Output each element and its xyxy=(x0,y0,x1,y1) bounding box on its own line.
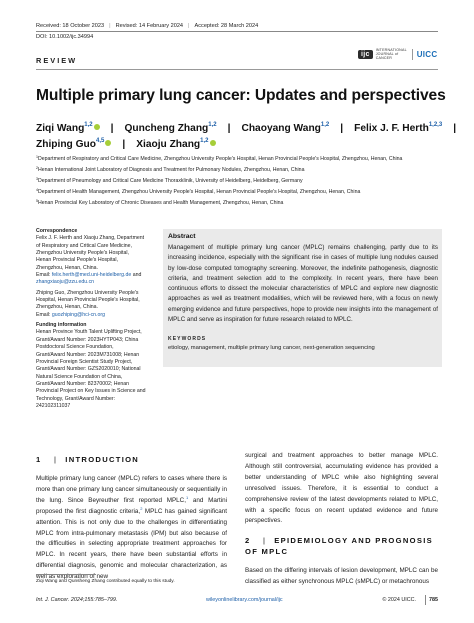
accepted-date: Accepted: 28 March 2024 xyxy=(194,23,259,29)
author-separator: | xyxy=(453,123,457,134)
section-heading-epidemiology: 2 | EPIDEMIOLOGY AND PROGNOSIS xyxy=(245,536,433,545)
keywords-heading: KEYWORDS xyxy=(168,336,207,342)
author-separator: | xyxy=(122,139,126,150)
citation-ref[interactable]: 1 xyxy=(185,494,189,500)
funding-heading: Funding information xyxy=(36,322,87,329)
sidebar-metadata xyxy=(36,228,162,410)
section-heading-introduction: 1 | INTRODUCTION xyxy=(36,455,140,464)
author-affil-sup: 1,2 xyxy=(200,138,209,144)
affiliation-item: $^3$Department of Pneumology and Critical Care Medicine Thoraxklinik, University of Heidelberg, Heidelberg, Germany xyxy=(36,177,303,185)
correspondence-heading: Correspondence xyxy=(36,228,78,234)
orcid-icon[interactable] xyxy=(210,140,216,146)
author-separator: | xyxy=(340,123,344,134)
type-rule xyxy=(36,69,438,70)
intro-paragraph: Multiple primary lung cancer (MPLC) refers to cases where there is more than one primary lung cancer simultaneously or sequentially in the lung. Since Beyreuther first reported MPLC,$^1$ and Martini proposed the first diagnostic criteria,$^2$ MPLC has gained significant attention. This is not only due to the challenges in differentiating MPLC from intra-pulmonary metastasis (IPM) but also because of the difficulties in selecting appropriate treatment approaches for MPLC. In recent years, there have been substantial efforts in differential diagnosis, genomic and molecular characterization, as well as exploration of new xyxy=(36,475,228,581)
citation-ref[interactable]: 2 xyxy=(140,505,143,511)
author-affil-sup: 4,5 xyxy=(95,138,105,144)
correspondence-block: Felix J. F. Herth and Xiaoju Zhang, Department of Respiratory and Critical Care Medicine, Zhengzhou University People's Hospital, Henan Provincial People's Hospital, Zhengzhou, Henan, China. Email: felix.herth@med.uni-heidelberg.de and zhangxiaoju@zzu.edu.cn xyxy=(36,235,145,286)
author-name[interactable]: Chaoyang Wang xyxy=(241,123,321,134)
keywords-text: etiology, management, multiple primary lung cancer, next-generation sequencing xyxy=(168,345,375,351)
header-rule xyxy=(36,31,438,32)
author-affil-sup: 1,2 xyxy=(208,122,217,128)
footer-divider xyxy=(425,595,426,605)
revised-date: Revised: 14 February 2024 xyxy=(115,23,184,29)
affiliation-item: $^4$Department of Health Management, Zhengzhou University People's Hospital, Henan Provincial People's Hospital, Zhengzhou, Henan, China xyxy=(36,188,361,196)
doi[interactable]: DOI: 10.1002/ijc.34994 xyxy=(36,34,94,40)
article-type: REVIEW xyxy=(36,56,78,65)
logo-divider xyxy=(412,49,413,60)
email-link[interactable]: felix.herth@med.uni-heidelberg.de xyxy=(51,272,132,279)
author-affil-sup: 1,2 xyxy=(320,122,330,128)
author-name[interactable]: Quncheng Zhang xyxy=(124,123,209,134)
affiliation-list xyxy=(36,154,446,209)
author-affil-sup: 1,2 xyxy=(84,122,93,128)
author-name[interactable]: Felix J. F. Herth xyxy=(354,123,429,134)
article-title: Multiple primary lung cancer: Updates and perspectives xyxy=(36,87,446,104)
author-separator: | xyxy=(110,123,114,134)
affiliation-item: $^5$Henan Provincial Key Laboratory of Chronic Diseases and Health Management, Zhengzhou, Henan, China xyxy=(36,199,284,207)
journal-name: INTERNATIONAL JOURNAL of CANCER xyxy=(375,48,407,60)
author-affil-sup: 1,2,3 xyxy=(428,122,443,128)
abstract-text: Management of multiple primary lung cancer (MPLC) remains challenging, partly due to its increasing incidence, especially with the significant rise in cases of multiple lung nodules caused by low-dose computed tomography screening. Moreover, the indefinite pathogenesis, diagnostic criteria, and treatment selection add to the complexity. In recent years, there have been continuous efforts to dissect the molecular characteristics of MPLC and explore new diagnostic approaches as well as treatment modalities, which will be reviewed here, with a focus on newly emerging evidence and future perspectives, hope to provide new insights into the management of MPLC and serve as inspiration for future research related to MPLC. xyxy=(168,244,438,324)
journal-logo[interactable] xyxy=(358,47,437,61)
author-name[interactable]: Ziqi Wang xyxy=(36,123,85,134)
copyright: © 2024 UICC. xyxy=(382,597,416,603)
correspondence-block: Zhiping Guo, Zhengzhou University People's Hospital, Henan Provincial People's Hospital, Zhengzhou, Henan, China. Email: guozhiping@hci-cn.org xyxy=(36,289,140,318)
author-separator: | xyxy=(227,123,231,134)
abstract-heading: Abstract xyxy=(168,233,196,240)
funding-text: Henan Province Youth Talent Uplifting Project, Grant/Award Number: 2023HYTP043; China Postdoctoral Science Foundation, Grant/Award Number: 2023M731008; Henan Provincial Foreign Scientist Study Project, Grant/Award Number: GZS2020010; National Natural Science Foundation of China, Grant/Award Number: 82370002; Henan Provincial Project on Key Issues in Science and Technology, Grant/Award Number: 242102311037 xyxy=(36,329,146,409)
author-name[interactable]: Zhiping Guo xyxy=(36,139,96,150)
page-number: 785 xyxy=(429,597,438,603)
uicc-logo: UICC xyxy=(416,49,438,59)
affiliation-item: $^1$Department of Respiratory and Critical Care Medicine, Zhengzhou University People's Hospital, Henan Provincial People's Hospital, Zhengzhou, Henan, China xyxy=(36,155,403,162)
journal-url[interactable]: wileyonlinelibrary.com/journal/ijc xyxy=(206,597,283,603)
intro-paragraph-cont: surgical and treatment approaches to better manage MPLC. Although still controversial, accumulating evidence has provided a better understanding of MPLC while also highlighting several unresolved issues. Therefore, it is essential to conduct a comprehensive review of the latest developments related to MPLC, with a specific focus on recent updated evidence and future perspectives. xyxy=(245,452,438,525)
email-link[interactable]: guozhiping@hci-cn.org xyxy=(51,311,105,318)
email-link[interactable]: zhangxiaoju@zzu.edu.cn xyxy=(36,279,95,286)
received-date: Received: 18 October 2023 xyxy=(36,23,105,29)
journal-citation: Int. J. Cancer. 2024;155:785–799. xyxy=(36,597,118,603)
author-name[interactable]: Xiaoju Zhang xyxy=(136,139,201,150)
footnote: Ziqi Wang and Qunsheng Zhang contributed equally to this study. xyxy=(36,579,175,584)
author-list xyxy=(36,121,457,153)
section-heading-epidemiology-cont: OF MPLC xyxy=(245,547,289,556)
ijc-badge: ijc xyxy=(358,50,373,59)
epidemiology-paragraph: Based on the differing intervals of lesion development, MPLC can be classified as either synchronous MPLC (sMPLC) or metachronous xyxy=(245,567,438,585)
affiliation-item: $^2$Henan International Joint Laboratory of Diagnosis and Treatment for Pulmonary Nodules, Zhengzhou, Henan, China xyxy=(36,166,305,174)
history-dates: Received: 18 October 2023 | Revised: 14 February 2024 | Accepted: 28 March 2024 xyxy=(36,23,259,29)
footnote-rule xyxy=(36,574,96,575)
